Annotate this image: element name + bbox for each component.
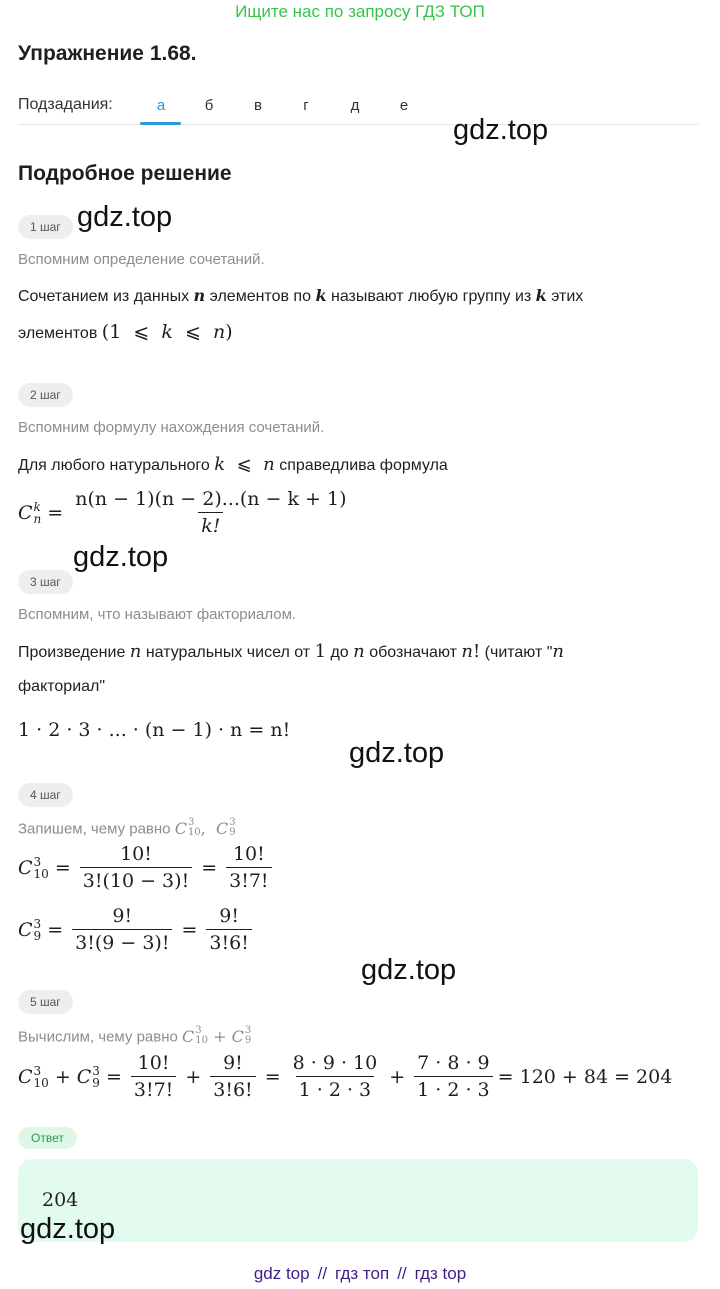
step-caption: Запишем, чему равно C 3 10 , C 3 9 bbox=[18, 817, 236, 838]
footer-links: gdz top // гдз топ // гдз top bbox=[253, 1264, 467, 1283]
step-badge: 3 шаг bbox=[18, 570, 73, 594]
tab-v[interactable]: в bbox=[254, 97, 262, 114]
tab-b[interactable]: б bbox=[204, 97, 214, 114]
step-caption: Вспомним формулу нахождения сочетаний. bbox=[18, 419, 325, 436]
tab-d[interactable]: д bbox=[350, 97, 360, 114]
step-caption: Вспомним, что называют факториалом. bbox=[18, 606, 297, 623]
tabs-divider bbox=[18, 124, 698, 125]
watermark: gdz.top bbox=[453, 114, 549, 146]
watermark: gdz.top bbox=[77, 201, 173, 233]
c9-3-formula: C 3 9 = $\frac{9!}{3!(9 - 3)!}$ = $\frac{9!}{3!6!}$ bbox=[18, 905, 255, 954]
tab-a[interactable]: а bbox=[156, 97, 166, 114]
answer-badge: Ответ bbox=[18, 1127, 77, 1149]
step-text: Произведение n натуральных чисел от 1 до n обозначают n! (читают "n bbox=[18, 641, 564, 662]
step-caption: Вспомним определение сочетаний. bbox=[18, 251, 265, 268]
subtasks-label: Подзадания: bbox=[18, 96, 113, 113]
step-caption: Вычислим, чему равно C 3 10 + C 3 9 bbox=[18, 1025, 252, 1046]
step-text: элементов (1 ⩽ k ⩽ n) bbox=[18, 321, 233, 343]
section-title: Подробное решение bbox=[18, 162, 232, 185]
factorial-formula: 1 · 2 · 3 · ... · (n − 1) · n = n! bbox=[18, 719, 291, 741]
step-badge: 5 шаг bbox=[18, 990, 73, 1014]
footer-link[interactable]: гдз top bbox=[414, 1264, 467, 1283]
watermark: gdz.top bbox=[20, 1213, 116, 1245]
step-badge: 2 шаг bbox=[18, 383, 73, 407]
sum-formula: C 3 10 + C 3 9 = $\frac{10!}{3!7!}$ + $\frac{9!}{3!6!}$ = $\frac{8 \cdot 9 \cdot 10}{1 \cdot 2 \cdot 3}$ + $\frac{7 \cdot 8 \cdot 9}{1 \cdot 2 \cdot 3}$ = 120 + 84 = 204 bbox=[18, 1052, 673, 1101]
watermark: gdz.top bbox=[361, 954, 457, 986]
step-text: факториал" bbox=[18, 678, 106, 695]
combination-formula: C k n = $\frac{n(n - 1)(n - 2)...(n - k + 1)}{k!}$ bbox=[18, 488, 347, 537]
footer-link[interactable]: gdz top bbox=[253, 1264, 310, 1283]
promo-banner: Ищите нас по запросу ГДЗ ТОП bbox=[235, 2, 485, 21]
step-text: Для любого натурального k ⩽ n справедлива формула bbox=[18, 454, 448, 475]
watermark: gdz.top bbox=[73, 541, 169, 573]
page-title: Упражнение 1.68. bbox=[18, 42, 197, 65]
step-badge: 1 шаг bbox=[18, 215, 73, 239]
watermark: gdz.top bbox=[349, 737, 445, 769]
tab-e[interactable]: е bbox=[399, 97, 409, 114]
step-text: Сочетанием из данных n элементов по k называют любую группу из k этих bbox=[18, 286, 584, 305]
footer-link[interactable]: гдз топ bbox=[335, 1264, 390, 1283]
step-badge: 4 шаг bbox=[18, 783, 73, 807]
answer-box bbox=[18, 1159, 698, 1242]
answer-value: 204 bbox=[42, 1189, 79, 1211]
tab-g[interactable]: г bbox=[303, 97, 309, 114]
active-tab-indicator bbox=[140, 122, 181, 125]
c10-3-formula: C 3 10 = $\frac{10!}{3!(10 - 3)!}$ = $\frac{10!}{3!7!}$ bbox=[18, 843, 275, 892]
